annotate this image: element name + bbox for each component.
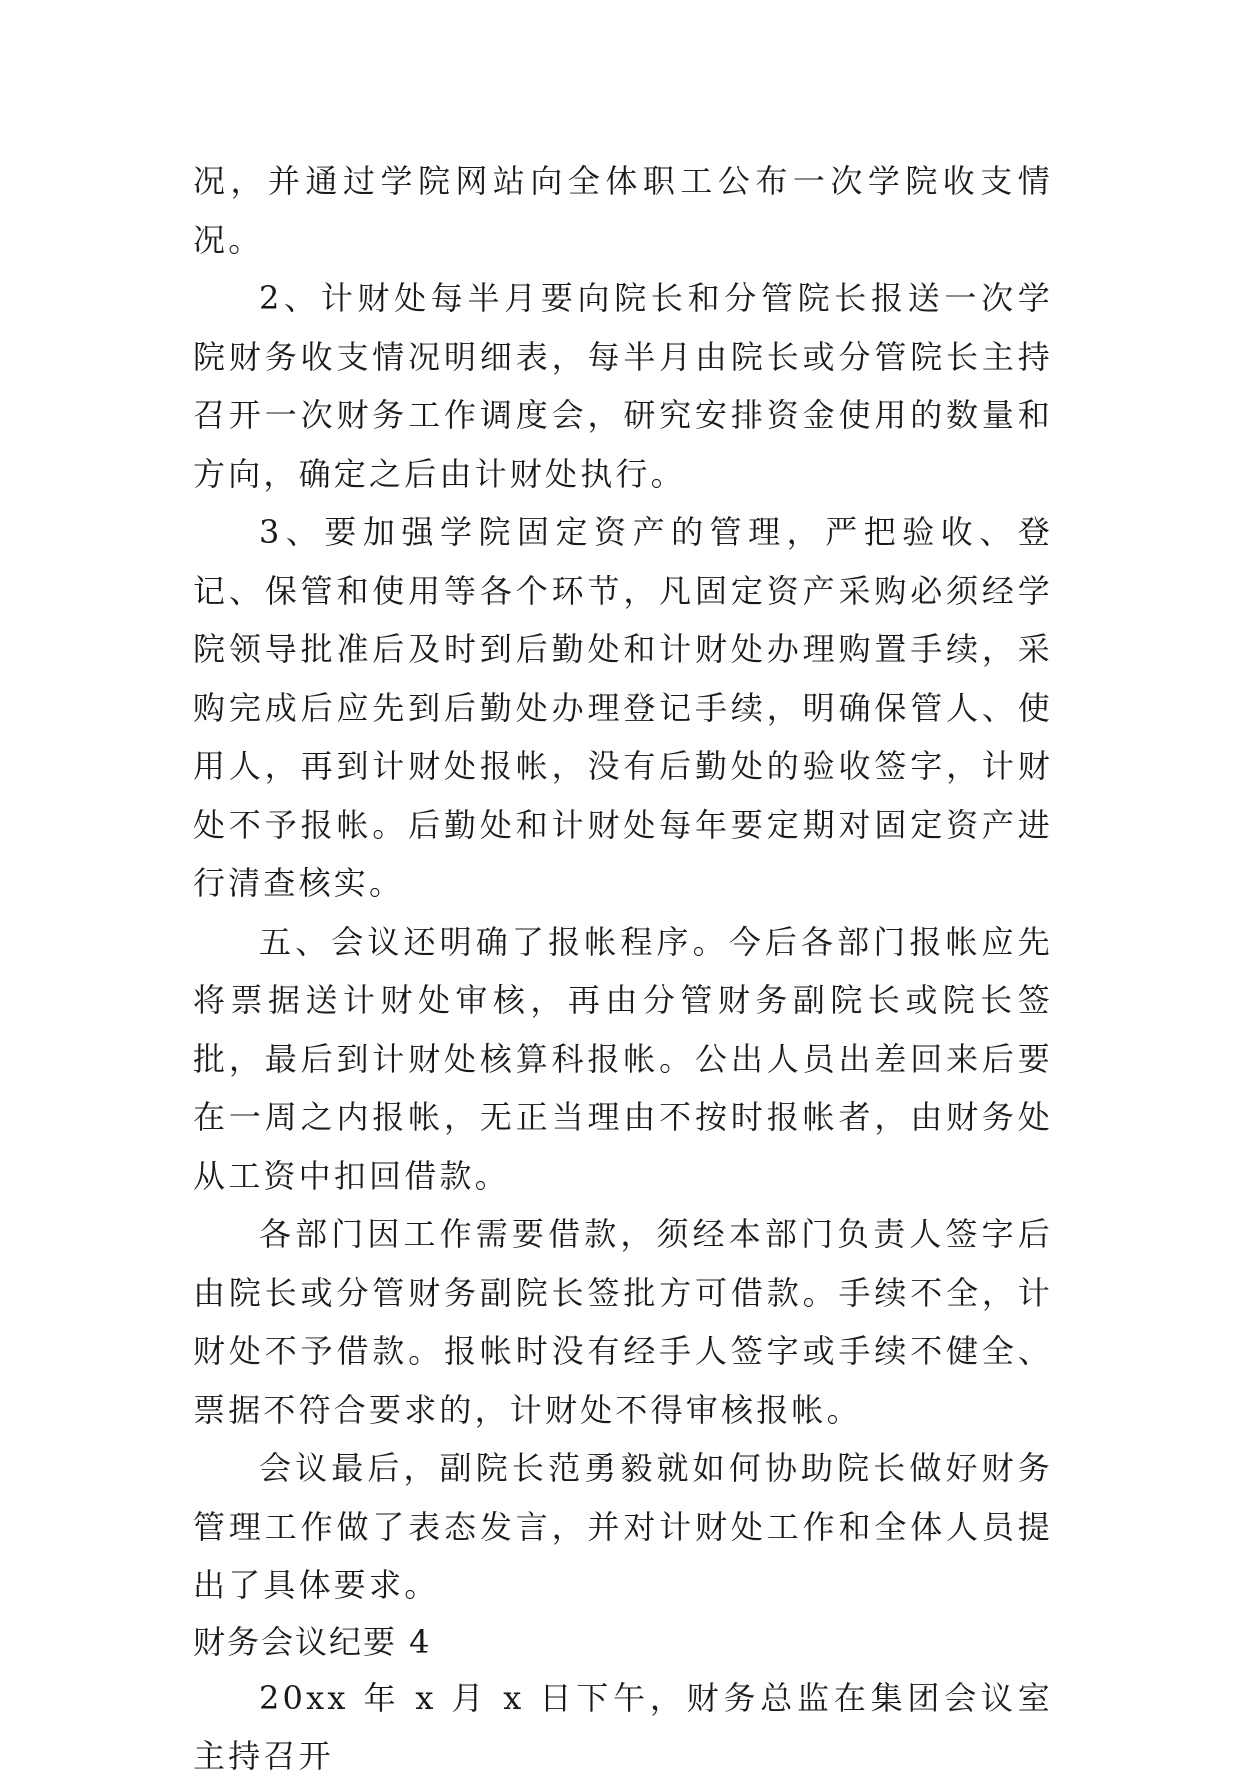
paragraph-item-2: 2、计财处每半月要向院长和分管院长报送一次学院财务收支情况明细表，每半月由院长或分管院长主持召开一次财务工作调度会，研究安排资金使用的数量和方向，确定之后由计财处执行。 xyxy=(193,279,1053,493)
paragraph-item-3: 3、要加强学院固定资产的管理，严把验收、登记、保管和使用等各个环节，凡固定资产采购必须经学院领导批准后及时到后勤处和计财处办理购置手续，采购完成后应先到后勤处办理登记手续，明确保管人、使用人，再到计财处报帐，没有后勤处的验收签字，计财处不予报帐。后勤处和计财处每年要定期对固定资产进行清查核实。 xyxy=(193,513,1053,902)
paragraph-next-minutes: 20xx 年 x 月 x 日下午，财务总监在集团会议室主持召开 xyxy=(193,1678,1053,1775)
paragraph-section-5: 五、会议还明确了报帐程序。今后各部门报帐应先将票据送计财处审核，再由分管财务副院长或院长签批，最后到计财处核算科报帐。公出人员出差回来后要在一周之内报帐，无正当理由不按时报帐者，由财务处从工资中扣回借款。 xyxy=(193,922,1053,1195)
section-heading: 财务会议纪要 4 xyxy=(193,1622,432,1661)
paragraph-meeting-closing: 会议最后，副院长范勇毅就如何协助院长做好财务管理工作做了表态发言，并对计财处工作和全体人员提出了具体要求。 xyxy=(193,1449,1053,1604)
paragraph-loan-rules: 各部门因工作需要借款，须经本部门负责人签字后由院长或分管财务副院长签批方可借款。手续不全，计财处不予借款。报帐时没有经手人签字或手续不健全、票据不符合要求的，计财处不得审核报帐。 xyxy=(193,1215,1053,1429)
paragraph-continuation: 况，并通过学院网站向全体职工公布一次学院收支情况。 xyxy=(193,162,1053,259)
document-body xyxy=(193,152,1053,1786)
